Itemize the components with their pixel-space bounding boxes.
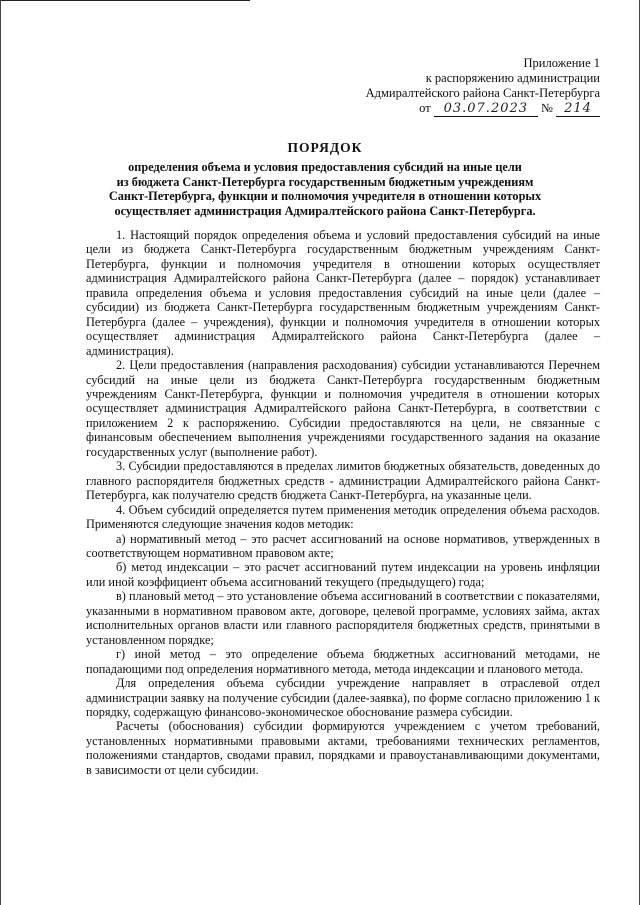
scan-edge-top xyxy=(0,0,250,1)
date-number-line xyxy=(366,101,600,117)
paragraph-4: 4. Объем субсидий определяется путем применения методик определения объема расходов. Применяются следующие значения кодов методик: xyxy=(86,502,600,532)
paragraph-4c: в) плановый метод – это установление объема ассигнований в соответствии с показателями, указанными в нормативном правовом акте, договоре, целевой программе, условиях займа, актах исполнительных органов власти или главного распорядителя бюджетных средств, принятыми в установленном порядке; xyxy=(86,589,600,647)
paragraph-1: 1. Настоящий порядок определения объема и условий предоставления субсидий на иные цели из бюджета Санкт-Петербурга государственным бюджетным учреждениям Санкт-Петербурга, функции и полномочия учредителя в отношении которых осуществляет администрация Адмиралтейского района Санкт-Петербурга (далее – порядок) устанавливает правила определения объема и условия предоставления субсидий на иные цели (далее – субсидии) из бюджета Санкт-Петербурга государственным бюджетным учреждениям Санкт-Петербурга (далее – учреждения), функции и полномочия учредителя в отношении которых осуществляет администрация Адмиралтейского района Санкт-Петербурга (далее – администрация). xyxy=(86,228,600,358)
appendix-order-line: к распоряжению администрации xyxy=(425,71,600,85)
paragraph-application: Для определения объема субсидии учреждение направляет в отраслевой отдел администрации заявку на получение субсидии (далее-заявка), по форме согласно приложению 1 к порядку, содержащую финансово-экономическое обоснование размера субсидии. xyxy=(86,676,600,719)
scan-edge-left xyxy=(0,0,1,905)
title-line-2: из бюджета Санкт-Петербурга государственным бюджетным учреждениям xyxy=(116,174,534,189)
appendix-label: Приложение 1 xyxy=(523,56,600,70)
number-sign: № xyxy=(540,101,553,115)
appendix-district-line: Адмиралтейского района Санкт-Петербурга xyxy=(365,86,600,100)
document-title xyxy=(70,140,580,218)
appendix-header xyxy=(366,56,600,117)
handwritten-number: 214 xyxy=(556,101,600,117)
title-line-4: осуществляет администрация Адмиралтейского района Санкт-Петербурга. xyxy=(114,203,536,218)
document-body xyxy=(86,228,600,777)
handwritten-date: 03.07.2023 xyxy=(434,101,538,117)
paragraph-4a: а) нормативный метод – это расчет ассигнований на основе нормативов, утвержденных в соответствующем нормативном правовом акте; xyxy=(86,531,600,560)
date-prefix: от xyxy=(419,101,431,115)
title-line-1: определения объема и условия предоставления субсидий на иные цели xyxy=(128,160,522,174)
title-line-3: Санкт-Петербурга, функции и полномочия учредителя в отношении которых xyxy=(108,189,542,203)
paragraph-4b: б) метод индексации – это расчет ассигнований путем индексации на уровень инфляции или иной коэффициент объема ассигнований текущего (предыдущего) года; xyxy=(86,560,600,589)
title-main: ПОРЯДОК xyxy=(287,140,363,155)
paragraph-4d: г) иной метод – это определение объема бюджетных ассигнований методами, не попадающими под определения нормативного метода, метода индексации и планового метода. xyxy=(86,647,600,676)
paragraph-calculations: Расчеты (обоснования) субсидии формируются учреждением с учетом требований, установленных нормативными правовыми актами, требованиями технических регламентов, положениями стандартов, сводами правил, порядками и правоустанавливающими документами, в зависимости от цели субсидии. xyxy=(86,719,600,777)
paragraph-3: 3. Субсидии предоставляются в пределах лимитов бюджетных обязательств, доведенных до главного распорядителя бюджетных средств - администрации Адмиралтейского района Санкт-Петербурга, как получателю средств бюджета Санкт-Петербурга, на указанные цели. xyxy=(86,459,600,503)
paragraph-2: 2. Цели предоставления (направления расходования) субсидии устанавливаются Перечнем субсидий на иные цели из бюджета Санкт-Петербурга государственным бюджетным учреждениям Санкт-Петербурга, функции и полномочия учредителя в отношении которых осуществляет администрация Адмиралтейского района Санкт-Петербурга, в соответствии с приложением 2 к распоряжению. Субсидии предоставляются на цели, не связанные с финансовым обеспечением выполнения учреждениями государственного задания на оказание государственных услуг (выполнение работ). xyxy=(86,358,600,459)
